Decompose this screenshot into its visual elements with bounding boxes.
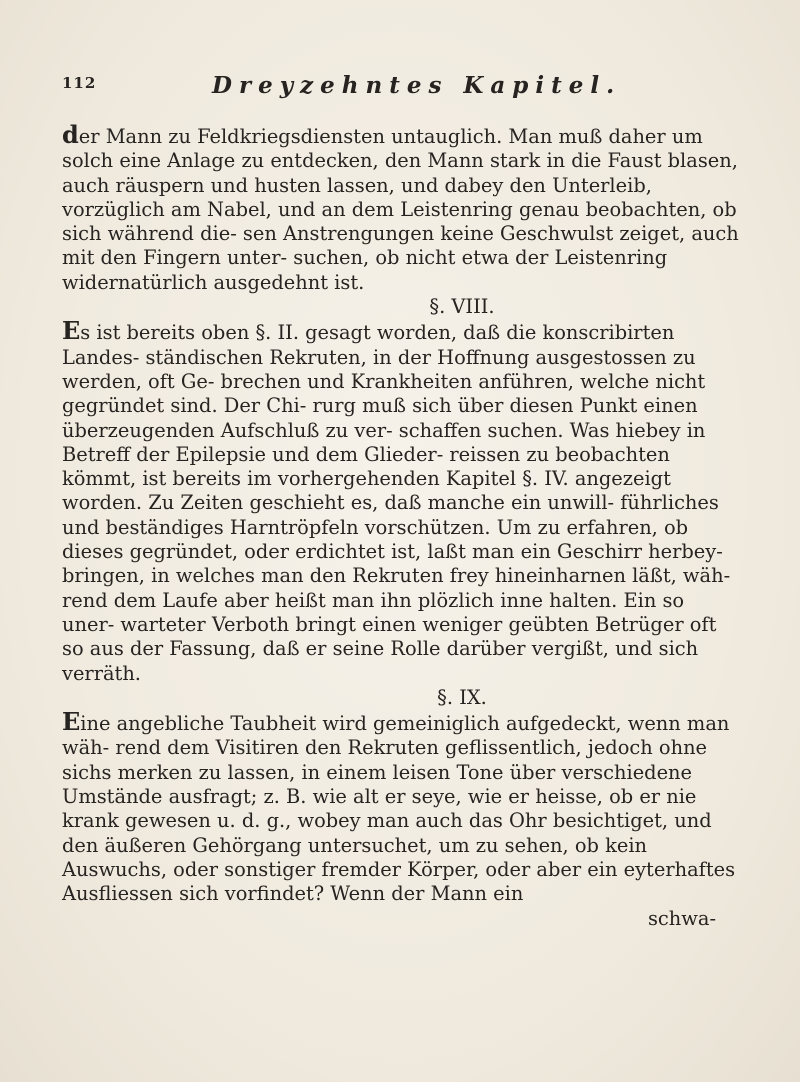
paragraph-section-viii: Es ist bereits oben §. II. gesagt worden, daß die konscribirten Landes- ständischen Rekruten, in der Hoffnung ausgestossen zu werden, oft Ge- brechen und Krankheiten anführen, welche nicht gegründet sind. Der Chi- rurg muß sich über diesen Punkt einen überzeugenden Aufschluß zu ver- schaffen suchen. Was hiebey in Betreff der Epilepsie und dem Glieder- reissen zu beobachten kömmt, ist bereits im vorhergehenden Kapitel §. IV. angezeigt worden. Zu Zeiten geschieht es, daß manche ein unwill- führliches und beständiges Harntröpfeln vorschützen. Um zu erfahren, ob dieses gegründet, oder erdichtet ist, laßt man ein Geschirr herbey- bringen, in welches man den Rekruten frey hineinharnen läßt, wäh- rend dem Laufe aber heißt man ihn plözlich inne halten. Ein so uner- warteter Verboth bringt einen weniger geübten Betrüger oft so aus der Fassung, daß er seine Rolle darüber vergißt, und sich verräth. <box>62 316 731 685</box>
section-heading-ix: §. IX. <box>437 685 487 709</box>
paragraph-section-ix: Eine angebliche Taubheit wird gemeiniglich aufgedeckt, wenn man wäh- rend dem Visitiren den Rekruten geflissentlich, jedoch ohne sichs merken zu lassen, in einem leisen Tone über verschiedene Umstände ausfragt; z. B. wie alt er seye, wie er heisse, ob er nie krank gewesen u. d. g., wobey man auch das Ohr besichtiget, und den äußeren Gehörgang untersuchet, um zu sehen, ob kein Auswuchs, oder sonstiger fremder Körper, oder aber ein eyterhaftes Ausfliessen sich vorfindet? Wenn der Mann ein <box>62 707 736 906</box>
page-number: 112 <box>62 74 97 92</box>
section-heading-viii: §. VIII. <box>429 295 495 319</box>
page-header <box>62 72 740 102</box>
body-text <box>62 120 742 931</box>
paragraph-intro: der Mann zu Feldkriegsdiensten untauglich. Man muß daher um solch eine Anlage zu entdecken, den Mann stark in die Faust blasen, auch räuspern und husten lassen, und dabey den Unterleib, vorzüglich am Nabel, und an dem Leistenring genau beobachten, ob sich während die- sen Anstrengungen keine Geschwulst zeiget, auch mit den Fingern unter- suchen, ob nicht etwa der Leistenring widernatürlich ausgedehnt ist. <box>62 120 739 294</box>
running-head: Dreyzehntes Kapitel. <box>212 72 622 99</box>
catchword: schwa- <box>647 906 716 930</box>
